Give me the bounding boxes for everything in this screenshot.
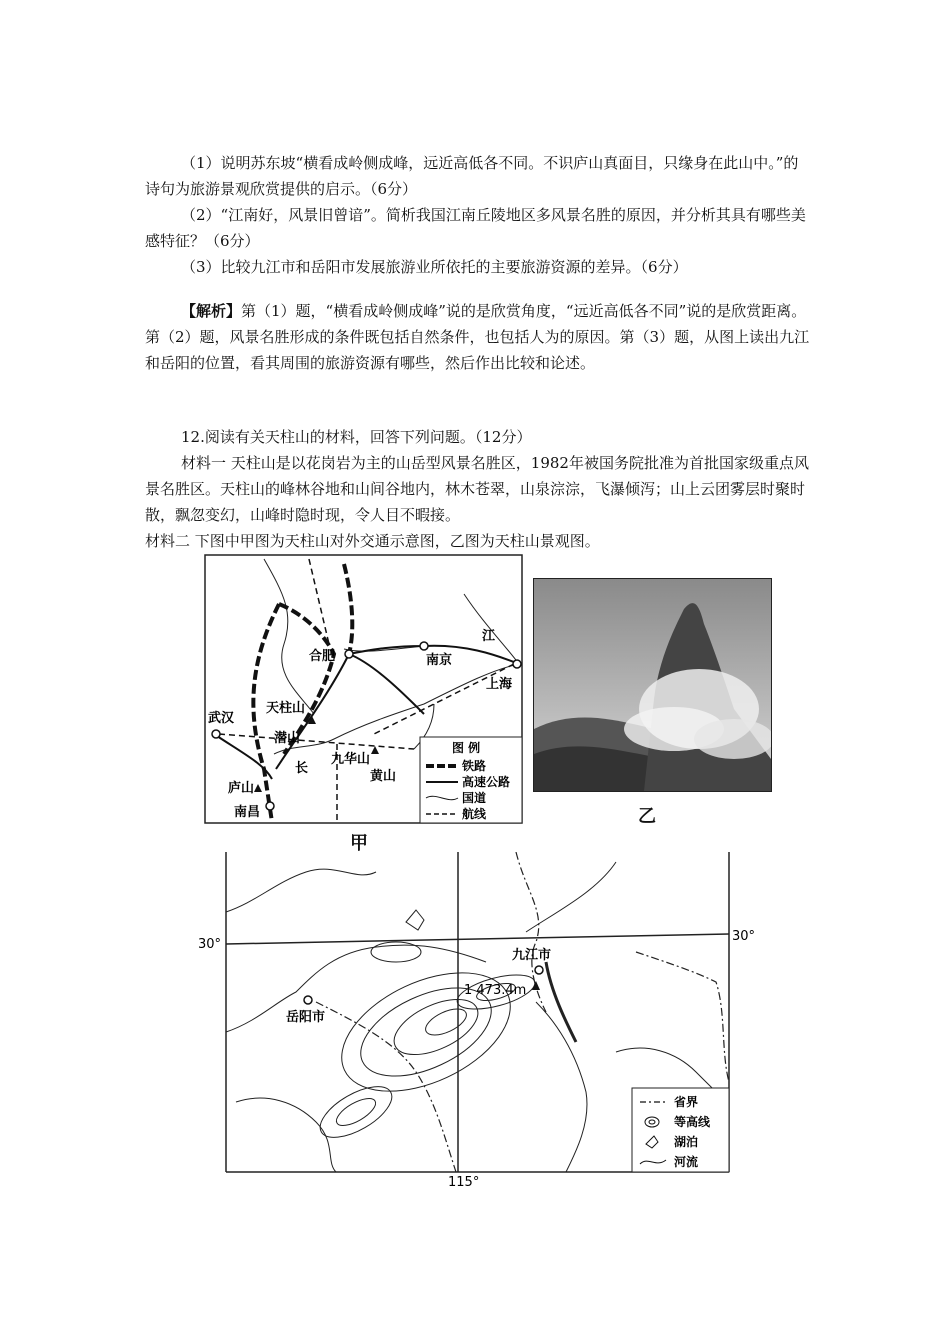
analysis-label: 【解析】 xyxy=(181,302,242,320)
question-1: （1）说明苏东坡“横看成岭侧成峰，远近高低各不同。不识庐山真面目，只缘身在此山中。”的诗句为旅游景观欣赏提供的启示。（6分） xyxy=(145,154,799,198)
legend-province-border: 省界 xyxy=(674,1095,699,1109)
label-wuhan: 武汉 xyxy=(208,711,235,726)
tianzhushan-photo xyxy=(533,578,772,792)
label-shanghai: 上海 xyxy=(486,677,513,692)
map-bottom xyxy=(196,852,766,1188)
legend-title: 图 例 xyxy=(452,741,481,755)
material-1: 材料一 天柱山是以花岗岩为主的山岳型风景名胜区，1982年被国务院批准为首批国家级重点风景名胜区。天柱山的峰林谷地和山间谷地内，林木苍翠，山泉淙淙，飞瀑倾泻；山上云团雾层时聚时散，飘忽变幻，山峰时隐时现，令人目不暇接。 xyxy=(145,454,809,524)
lat-right: 30° xyxy=(732,929,756,944)
label-chang: 长 xyxy=(295,761,309,776)
lat-left: 30° xyxy=(198,937,222,952)
legend-bottom xyxy=(632,1088,729,1172)
label-elevation: 1 473.4m xyxy=(464,983,527,998)
label-hefei: 合肥 xyxy=(309,649,336,664)
legend-river: 河流 xyxy=(674,1155,699,1169)
legend-lake: 湖泊 xyxy=(674,1135,699,1149)
label-jiuhuashan: 九华山 xyxy=(331,752,371,767)
question-12-title: 12.阅读有关天柱山的材料，回答下列问题。（12分） xyxy=(181,428,532,446)
label-yueyang: 岳阳市 xyxy=(286,1010,326,1025)
caption-yi: 乙 xyxy=(638,806,656,827)
legend-contour: 等高线 xyxy=(674,1115,711,1129)
legend-route: 航线 xyxy=(462,807,487,821)
caption-jia: 甲 xyxy=(350,833,368,854)
lon-label: 115° xyxy=(448,1175,480,1188)
label-jiujiang: 九江市 xyxy=(512,948,552,963)
question-3: （3）比较九江市和岳阳市发展旅游业所依托的主要旅游资源的差异。（6分） xyxy=(181,258,688,276)
label-nanjing: 南京 xyxy=(426,653,453,668)
label-jiang: 江 xyxy=(482,629,496,644)
label-nanchang: 南昌 xyxy=(234,805,261,820)
label-lushan: 庐山 xyxy=(228,781,255,796)
label-qianshan: 潜山 xyxy=(274,731,301,746)
analysis-text: 第（1）题，“横看成岭侧成峰”说的是欣赏角度，“远近高低各不同”说的是欣赏距离。第（2）题，风景名胜形成的条件既包括自然条件，也包括人为的原因。第（3）题，从图上读出九江和岳阳的位置，看其周围的旅游资源有哪些，然后作出比较和论述。 xyxy=(145,302,810,372)
analysis xyxy=(145,298,810,376)
material-2: 材料二 下图中甲图为天柱山对外交通示意图，乙图为天柱山景观图。 xyxy=(145,532,600,550)
legend-expressway: 高速公路 xyxy=(462,775,511,789)
label-tianzhushan: 天柱山 xyxy=(266,701,306,716)
label-huangshan: 黄山 xyxy=(370,769,397,784)
question-2: （2）“江南好，风景旧曾谙”。简析我国江南丘陵地区多风景名胜的原因，并分析其具有哪些美感特征？（6分） xyxy=(145,206,806,250)
legend-railway: 铁路 xyxy=(462,759,487,773)
legend-jia xyxy=(420,737,522,823)
map-jia xyxy=(204,554,524,826)
legend-national-road: 国道 xyxy=(462,791,487,805)
